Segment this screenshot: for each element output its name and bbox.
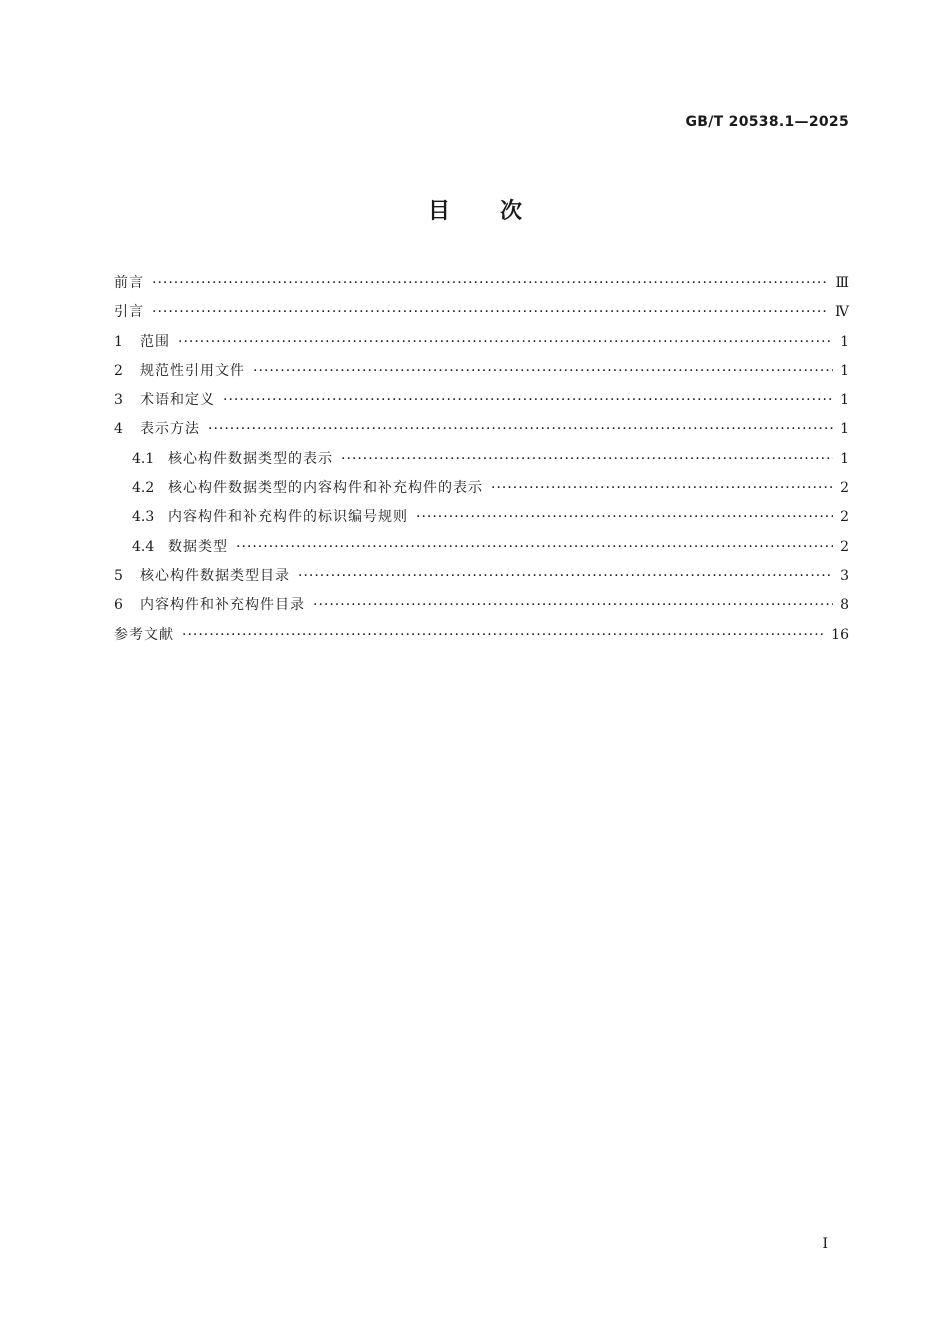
- toc-entry-number: 4.2: [132, 480, 155, 497]
- toc-entry-label: 核心构件数据类型的表示: [168, 450, 333, 467]
- toc-entry-label: 数据类型: [168, 538, 228, 555]
- toc-entry-page: 2: [840, 480, 849, 497]
- toc-leader-dots: [341, 451, 833, 467]
- toc-entry[interactable]: [114, 360, 849, 389]
- toc-leader-dots: [208, 421, 833, 437]
- toc-entry[interactable]: [114, 301, 849, 330]
- toc-entry[interactable]: [114, 594, 849, 623]
- page-title-char-1: 目: [427, 199, 450, 224]
- toc-entry-page: 1: [840, 362, 849, 379]
- toc-entry[interactable]: [114, 272, 849, 301]
- toc-entry-page: 1: [840, 421, 849, 438]
- toc-entry-label: 核心构件数据类型目录: [140, 567, 290, 584]
- page-title-char-2: 次: [500, 199, 523, 224]
- toc-leader-dots: [182, 627, 825, 643]
- toc-entry-number: 1: [114, 333, 123, 350]
- toc-leader-dots: [253, 363, 833, 379]
- toc-entry[interactable]: [114, 536, 849, 565]
- footer-page-number: I: [822, 1236, 828, 1252]
- toc-entry[interactable]: [114, 418, 849, 447]
- toc-entry[interactable]: [114, 331, 849, 360]
- toc-entry[interactable]: [114, 389, 849, 418]
- toc-leader-dots: [416, 509, 833, 525]
- toc-leader-dots: [152, 275, 829, 291]
- toc-entry-page: 16: [831, 626, 849, 643]
- toc-entry[interactable]: [114, 624, 849, 653]
- toc-entry-page: 8: [840, 597, 849, 614]
- toc-entry[interactable]: [114, 506, 849, 535]
- toc-entry-label: 内容构件和补充构件的标识编号规则: [168, 509, 408, 526]
- toc-entry-label: 范围: [140, 333, 170, 350]
- toc-entry[interactable]: [114, 565, 849, 594]
- toc-leader-dots: [178, 334, 833, 350]
- toc-leader-dots: [236, 539, 833, 555]
- toc-entry-page: Ⅲ: [835, 275, 849, 291]
- toc-entry-number: 6: [114, 597, 123, 614]
- toc-entry-label: 前言: [114, 275, 144, 291]
- page-title: [0, 194, 950, 225]
- toc-entry-page: Ⅳ: [835, 304, 849, 321]
- toc-entry-label: 内容构件和补充构件目录: [140, 597, 305, 614]
- toc-entry-label: 核心构件数据类型的内容构件和补充构件的表示: [168, 480, 483, 497]
- toc-entry-number: 4.1: [132, 450, 155, 467]
- toc-entry-label: 规范性引用文件: [140, 362, 245, 379]
- toc-leader-dots: [223, 392, 833, 408]
- table-of-contents: [114, 272, 849, 653]
- toc-leader-dots: [298, 568, 833, 584]
- toc-entry-number: 4: [114, 421, 123, 438]
- toc-entry-page: 1: [840, 333, 849, 350]
- toc-leader-dots: [313, 597, 833, 613]
- toc-entry-number: 2: [114, 362, 123, 379]
- toc-entry-number: 4.4: [132, 538, 155, 555]
- toc-entry-page: 2: [840, 509, 849, 526]
- toc-entry-label: 表示方法: [140, 421, 200, 438]
- toc-entry-label: 引言: [114, 304, 144, 321]
- toc-entry-number: 5: [114, 567, 123, 584]
- toc-entry-page: 1: [840, 392, 849, 409]
- toc-entry-label: 参考文献: [114, 626, 174, 643]
- toc-entry-page: 3: [840, 567, 849, 584]
- toc-entry[interactable]: [114, 448, 849, 477]
- toc-entry-number: 3: [114, 392, 123, 409]
- toc-leader-dots: [491, 480, 833, 496]
- toc-leader-dots: [152, 304, 829, 320]
- toc-entry-page: 2: [840, 538, 849, 555]
- toc-entry-number: 4.3: [132, 509, 155, 526]
- toc-entry[interactable]: [114, 477, 849, 506]
- toc-entry-page: 1: [840, 450, 849, 467]
- toc-entry-label: 术语和定义: [140, 392, 215, 409]
- standard-code: GB/T 20538.1—2025: [685, 114, 849, 130]
